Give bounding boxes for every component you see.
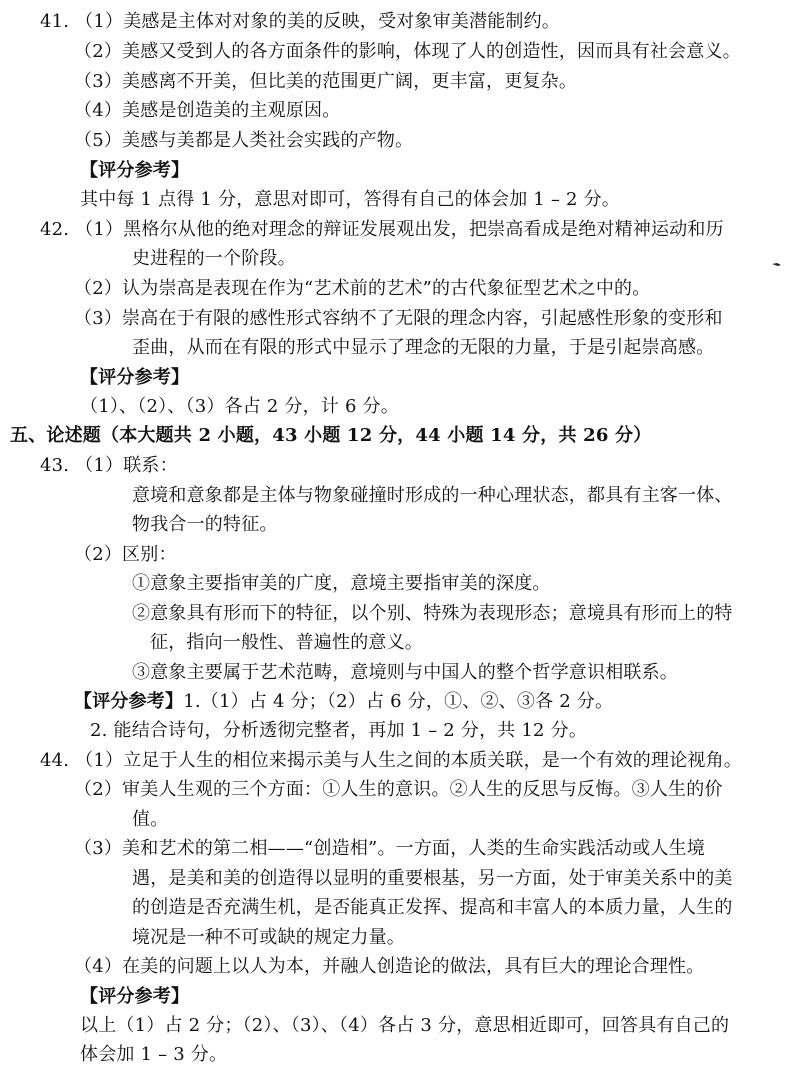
q41-item-5: （5）美感与美都是人类社会实践的产物。 <box>74 130 414 151</box>
q41-line-1 <box>40 10 560 34</box>
q43-difference-label: （2）区别： <box>74 544 177 565</box>
q41-item-3: （3）美感离不开美，但比美的范围更广阔，更丰富，更复杂。 <box>74 71 578 92</box>
q42-line-1 <box>40 218 724 242</box>
q44-item-2b: 值。 <box>132 809 169 830</box>
q43-difference-2a: ②意象具有形而下的特征，以个别、特殊为表现形态；意境具有形而上的特 <box>132 603 733 624</box>
q42-item-3b: 歪曲，从而在有限的形式中显示了理念的无限的力量，于是引起崇高感。 <box>132 337 715 358</box>
q43-difference-1: ①意象主要指审美的广度，意境主要指审美的深度。 <box>132 573 551 594</box>
q42-scoring-label: 【评分参考】 <box>80 367 190 388</box>
q43-connection-text-1: 意境和意象都是主体与物象碰撞时形成的一种心理状态，都具有主客一体、 <box>132 485 733 506</box>
q41-item-4: （4）美感是创造美的主观原因。 <box>74 100 341 121</box>
q41-item-1: （1）美感是主体对对象的美的反映，受对象审美潜能制约。 <box>75 11 561 32</box>
q44-scoring-text-1: 以上（1）占 2 分；（2）、（3）、（4）各占 3 分，意思相近即可，回答具有自己的 <box>80 1015 730 1036</box>
q42-scoring-text: （1）、（2）、（3）各占 2 分，计 6 分。 <box>80 396 399 417</box>
q44-item-3a: （3）美和艺术的第二相——“创造相”。一方面，人类的生命实践活动或人生境 <box>74 838 706 859</box>
q43-scoring-text-1: 1.（1）占 4 分；（2）占 6 分，①、②、③各 2 分。 <box>183 691 614 712</box>
q44-item-3d: 境况是一种不可或缺的规定力量。 <box>132 927 405 948</box>
scan-speck-mark <box>772 262 781 267</box>
q42-item-2: （2）认为崇高是表现在作为“艺术前的艺术”的古代象征型艺术之中的。 <box>74 278 651 299</box>
q41-scoring-text: 其中每 1 点得 1 分，意思对即可，答得有自己的体会加 1 – 2 分。 <box>80 189 620 210</box>
q44-item-1: （1）立足于人生的相位来揭示美与人生之间的本质关联，是一个有效的理论视角。 <box>75 750 743 771</box>
q43-difference-3: ③意象主要属于艺术范畴，意境则与中国人的整个哲学意识相联系。 <box>132 662 678 683</box>
q43-connection-label: （1）联系： <box>75 455 178 476</box>
q42-item-3a: （3）崇高在于有限的感性形式容纳不了无限的理念内容，引起感性形象的变形和 <box>74 308 723 329</box>
q43-difference-2b: 征，指向一般性、普遍性的意义。 <box>150 632 423 653</box>
q43-line-1 <box>40 454 178 478</box>
q44-line-1 <box>40 749 742 773</box>
q43-scoring-line-1 <box>74 690 613 714</box>
q42-item-1b: 史进程的一个阶段。 <box>132 248 296 269</box>
q43-scoring-label: 【评分参考】 <box>74 691 184 712</box>
q41-item-2: （2）美感又受到人的各方面条件的影响，体现了人的创造性，因而具有社会意义。 <box>74 41 741 62</box>
q44-scoring-label: 【评分参考】 <box>80 986 190 1007</box>
q43-connection-text-2: 物我合一的特征。 <box>132 514 278 535</box>
q42-item-1a: （1）黑格尔从他的绝对理念的辩证发展观出发，把崇高看成是绝对精神运动和历 <box>75 219 724 240</box>
q43-number: 43. <box>40 455 70 476</box>
q44-item-3c: 的创造是否充满生机，是否能真正发挥、提高和丰富人的本质力量，人生的 <box>132 897 733 918</box>
q41-number: 41. <box>40 11 70 32</box>
q44-number: 44. <box>40 750 70 771</box>
q44-scoring-text-2: 体会加 1 – 3 分。 <box>80 1044 228 1065</box>
q43-scoring-text-2: 2. 能结合诗句，分析透彻完整者，再加 1 – 2 分，共 12 分。 <box>90 720 588 741</box>
section-5-heading: 五、论述题（本大题共 2 小题，43 小题 12 分，44 小题 14 分，共 26 分） <box>10 425 652 446</box>
q41-scoring-label: 【评分参考】 <box>80 160 190 181</box>
q44-item-2a: （2）审美人生观的三个方面：①人生的意识。②人生的反思与反悔。③人生的价 <box>74 779 723 800</box>
q44-item-4: （4）在美的问题上以人为本，并融人创造论的做法，具有巨大的理论合理性。 <box>74 956 705 977</box>
q42-number: 42. <box>40 219 70 240</box>
q44-item-3b: 遇，是美和美的创造得以显明的重要根基，另一方面，处于审美关系中的美 <box>132 868 733 889</box>
